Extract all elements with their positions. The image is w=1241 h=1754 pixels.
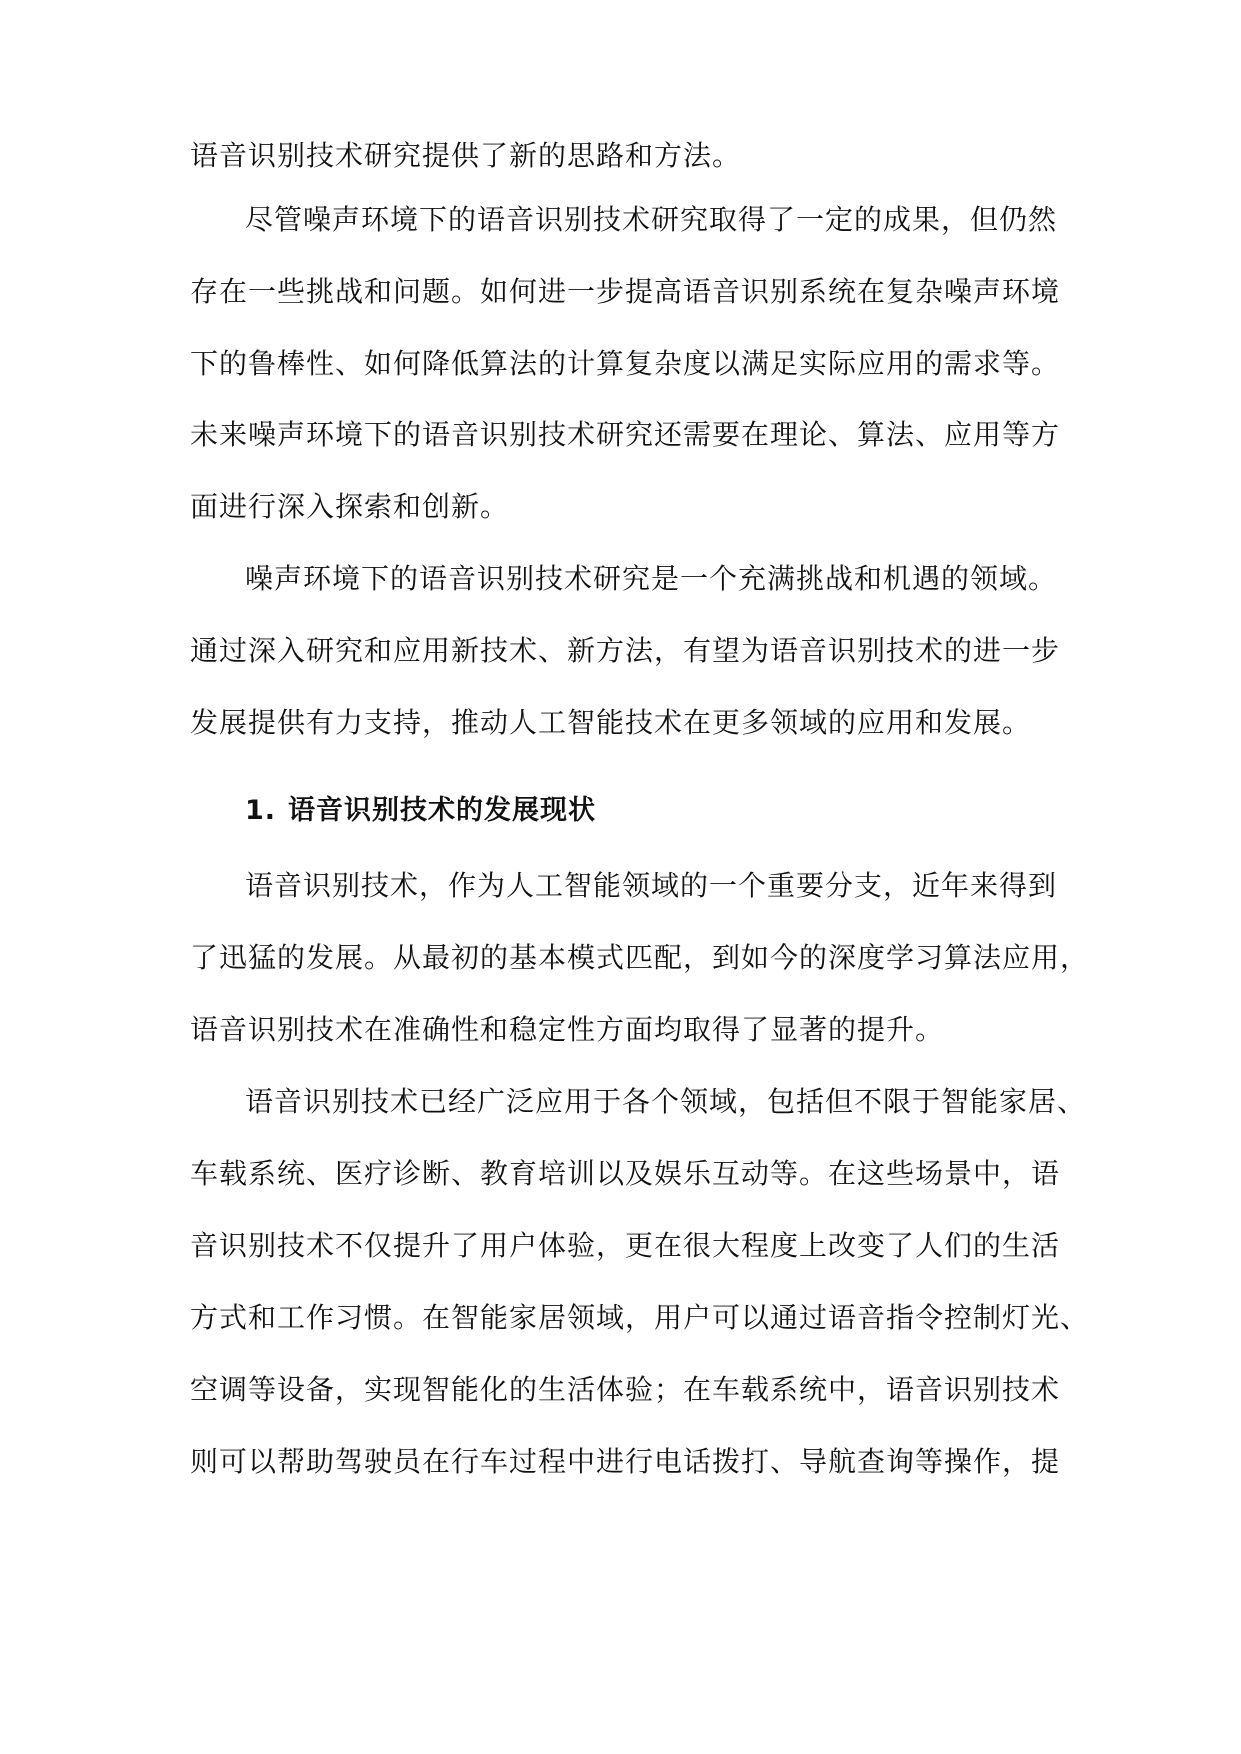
text-line: 语音识别技术研究提供了新的思路和方法。	[190, 139, 742, 172]
text-line: 通过深入研究和应用新技术、新方法，有望为语音识别技术的进一步	[190, 634, 1061, 667]
text-line: 则可以帮助驾驶员在行车过程中进行电话拨打、导航查询等操作，提	[190, 1445, 1061, 1478]
text-line: 空调等设备，实现智能化的生活体验；在车载系统中，语音识别技术	[190, 1373, 1061, 1406]
heading-number: 1.	[245, 795, 277, 826]
text-line: 语音识别技术，作为人工智能领域的一个重要分支，近年来得到	[245, 869, 1058, 902]
text-line: 了迅猛的发展。从最初的基本模式匹配，到如今的深度学习算法应用，	[190, 941, 1090, 974]
text-line: 尽管噪声环境下的语音识别技术研究取得了一定的成果，但仍然	[245, 203, 1058, 236]
text-line: 方式和工作习惯。在智能家居领域，用户可以通过语音指令控制灯光、	[190, 1301, 1090, 1334]
text-line: 下的鲁棒性、如何降低算法的计算复杂度以满足实际应用的需求等。	[190, 347, 1061, 380]
text-line: 语音识别技术在准确性和稳定性方面均取得了显著的提升。	[190, 1013, 945, 1046]
text-line: 面进行深入探索和创新。	[190, 490, 510, 523]
text-line: 车载系统、医疗诊断、教育培训以及娱乐互动等。在这些场景中，语	[190, 1157, 1061, 1190]
text-line: 存在一些挑战和问题。如何进一步提高语音识别系统在复杂噪声环境	[190, 275, 1061, 308]
text-line: 发展提供有力支持，推动人工智能技术在更多领域的应用和发展。	[190, 706, 1032, 739]
heading-title: 语音识别技术的发展现状	[288, 795, 596, 826]
text-line: 音识别技术不仅提升了用户体验，更在很大程度上改变了人们的生活	[190, 1229, 1061, 1262]
text-line: 噪声环境下的语音识别技术研究是一个充满挑战和机遇的领域。	[245, 562, 1058, 595]
section-heading	[0, 781, 1241, 841]
text-line: 语音识别技术已经广泛应用于各个领域，包括但不限于智能家居、	[245, 1085, 1087, 1118]
text-line: 未来噪声环境下的语音识别技术研究还需要在理论、算法、应用等方	[190, 418, 1061, 451]
